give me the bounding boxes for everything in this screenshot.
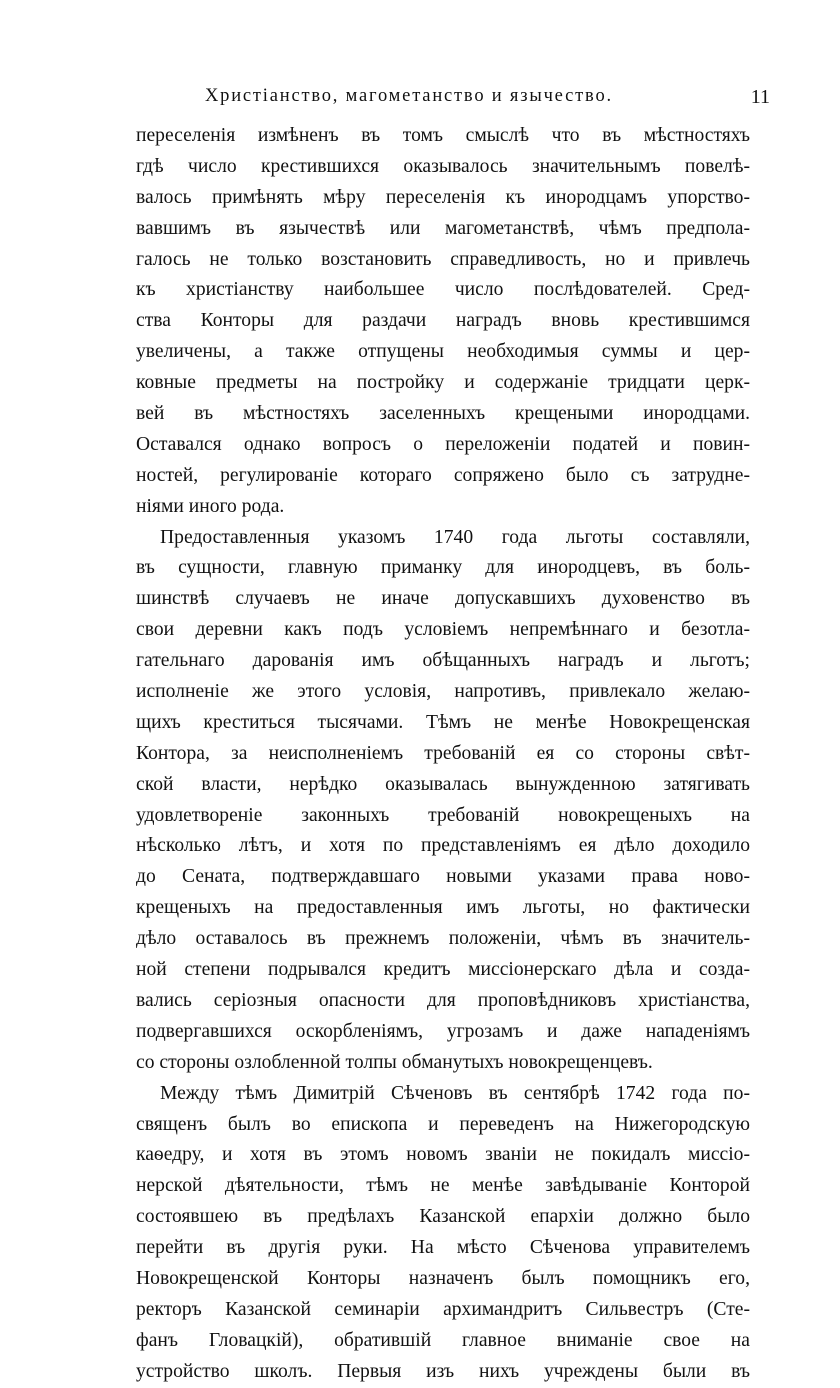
text-line: вавшимъ въ язычествѣ или магометанствѣ, чѣмъ предпола- (136, 217, 750, 239)
text-line: удовлетвореніе законныхъ требованій новокрещеныхъ на (136, 804, 750, 826)
text-line: Контора, за неисполненіемъ требованій ея со стороны свѣт- (136, 742, 750, 764)
text-line: со стороны озлобленной толпы обманутыхъ новокрещенцевъ. (136, 1051, 653, 1073)
text-line: фанъ Гловацкій), обратившій главное вниманіе свое на (136, 1329, 750, 1351)
text-line: Новокрещенской Конторы назначенъ былъ помощникъ его, (136, 1267, 750, 1289)
body-text (136, 121, 750, 1388)
text-line: ностей, регулированіе котораго сопряжено было съ затрудне- (136, 464, 750, 486)
text-line: щихъ креститься тысячами. Тѣмъ не менѣе Новокрещенская (136, 711, 750, 733)
text-line: Между тѣмъ Димитрій Сѣченовъ въ сентябрѣ 1742 года по- (160, 1082, 750, 1104)
text-line: нѣсколько лѣтъ, и хотя по представленіямъ ея дѣло доходило (136, 835, 750, 857)
page-number: 11 (750, 86, 770, 108)
text-line: свои деревни какъ подъ условіемъ непремѣннаго и безотла- (136, 619, 750, 641)
text-line: вались серіозныя опасности для проповѣдниковъ христіанства, (136, 989, 750, 1011)
text-line: дѣло оставалось въ прежнемъ положеніи, чѣмъ въ значитель- (136, 928, 750, 950)
text-line: къ христіанству наибольшее число послѣдователей. Сред- (136, 279, 750, 301)
text-line: подвергавшихся оскорбленіямъ, угрозамъ и даже нападеніямъ (136, 1020, 750, 1042)
text-line: увеличены, а также отпущены необходимыя суммы и цер- (136, 341, 750, 363)
text-line: Предоставленныя указомъ 1740 года льготы составляли, (160, 526, 750, 548)
text-line: валось примѣнять мѣру переселенія къ инородцамъ упорство- (136, 186, 750, 208)
text-line: ніями иного рода. (136, 495, 285, 517)
text-line: состоявшею въ предѣлахъ Казанской епархіи должно было (136, 1206, 750, 1228)
text-line: до Сената, подтверждавшаго новыми указами права ново- (136, 866, 750, 888)
text-line: шинствѣ случаевъ не иначе допускавшихъ духовенство въ (136, 588, 750, 610)
text-line: перейти въ другія руки. На мѣсто Сѣченова управителемъ (136, 1237, 750, 1259)
text-line: каѳедру, и хотя въ этомъ новомъ званіи не покидалъ миссіо- (136, 1144, 750, 1166)
text-line: галось не только возстановить справедливость, но и привлечь (136, 248, 750, 270)
text-line: исполненіе же этого условія, напротивъ, привлекало желаю- (136, 681, 750, 703)
text-line: вей въ мѣстностяхъ заселенныхъ крещеными инородцами. (136, 403, 750, 425)
text-line: въ сущности, главную приманку для инородцевъ, въ боль- (136, 557, 750, 579)
text-line: ковные предметы на постройку и содержаніе тридцати церк- (136, 372, 750, 394)
text-line: гдѣ число крестившихся оказывалось значительнымъ повелѣ- (136, 155, 750, 177)
text-line: ской власти, нерѣдко оказывалась вынужденною затягивать (136, 773, 750, 795)
text-line: крещеныхъ на предоставленныя имъ льготы, но фактически (136, 897, 750, 919)
running-title: Христіанство, магометанство и язычество. (205, 86, 613, 106)
text-line: нерской дѣятельности, тѣмъ не менѣе завѣдываніе Конторой (136, 1175, 750, 1197)
running-head (205, 86, 770, 114)
text-line: ства Конторы для раздачи наградъ вновь крестившимся (136, 310, 750, 332)
text-line: Оставался однако вопросъ о переложеніи податей и повин- (136, 433, 750, 455)
text-line: устройство школъ. Первыя изъ нихъ учреждены были въ (136, 1360, 750, 1382)
text-line: переселенія измѣненъ въ томъ смыслѣ что въ мѣстностяхъ (136, 125, 750, 146)
text-line: ной степени подрывался кредитъ миссіонерскаго дѣла и созда- (136, 959, 750, 981)
text-line: ректоръ Казанской семинаріи архимандритъ Сильвестръ (Сте- (136, 1298, 750, 1320)
text-line: гательнаго дарованія имъ обѣщанныхъ наградъ и льготъ; (136, 650, 750, 672)
text-line: священъ былъ во епископа и переведенъ на Нижегородскую (136, 1113, 750, 1135)
